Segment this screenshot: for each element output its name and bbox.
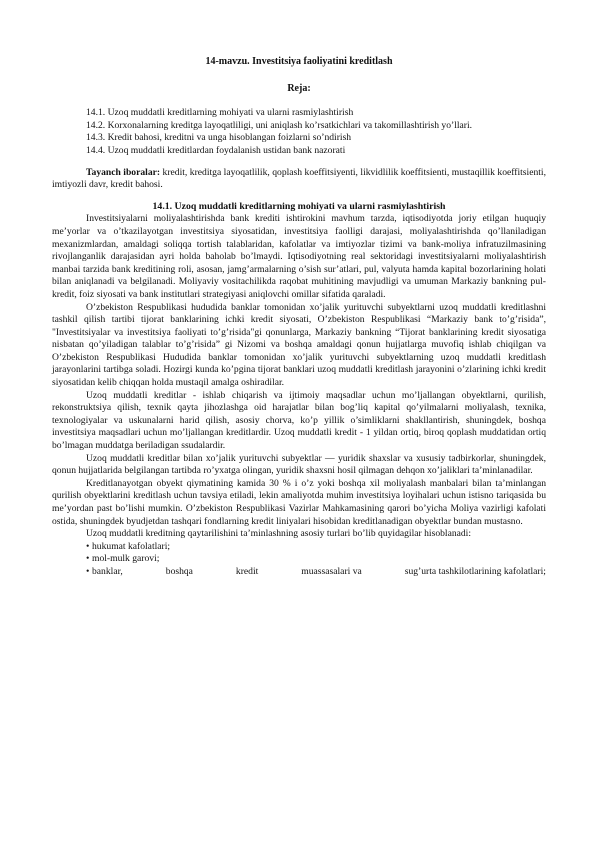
bullet-icon: • [86,540,90,552]
body-paragraph: Uzoq muddatli kreditlar - ishlab chiqarish va ijtimoiy maqsadlar uchun mo’ljallangan obyektlarni, qurilish, rekonstruktsiya qilish, texnik qayta jihozlashga oid harajatlar bilan bog’liq kapital qo’yilmalarni moliyalash, texnika, texnologiyalar va uskunalarni harid qilish, asosiy chorva, ko’p yillik o’simliklarni shakllantirish, shuningdek, boshqa investitsiya maqsadlari uchun mo’ljallangan kreditlardir. Uzoq muddatli kredit - 1 yildan ortiq, biroq qoplash muddatidan ortiq bo’lmagan muddatga beriladigan ssudalardir. [52,389,546,452]
list-item-word: • banklar, [86,565,123,577]
list-item-text: hukumat kafolatlari; [92,540,171,552]
list-item [52,566,546,579]
plan-item: 14.3. Kredit bahosi, kreditni va unga hisoblangan foizlarni so’ndirish [86,132,352,144]
key-terms-label: Tayanch iboralar: [86,166,161,178]
section-heading: 14.1. Uzoq muddatli kreditlarning mohiyati va ularni rasmiylashtirish [152,200,446,212]
key-terms [52,167,546,192]
plan-item: 14.2. Korxonalarning kreditga layoqatliligi, uni aniqlash ko’rsatkichlari va takomillashtirish yo’llari. [86,119,473,131]
body-paragraph: Uzoq muddatli kreditning qaytarilishini ta’minlashning asosiy turlari bo’lib quyidagilar hisoblanadi: [86,528,472,540]
plan-item: 14.4. Uzoq muddatli kreditlardan foydalanish ustidan bank nazorati [86,144,346,156]
bullet-icon: • [86,553,90,565]
body-paragraph: Kreditlanayotgan obyekt qiymatining kamida 30 % i o’z yoki boshqa xil moliyalash manbalari bilan ta’minlangan qurilish obyektlarini kreditlash uchun tavsiya etiladi, lekin amaliyotda muhim investitsiya loyihalari uchun istisno tariqasida bu me’yordan past bo’lishi mumkin. O’zbekiston Respublikasi Vazirlar Mahkamasining qarori bo’yicha Moliya vazirligi kafolati ostida, shuningdek byudjetdan tashqari fondlarning kredit liniyalari hisobidan kreditlanadigan obyektlar bundan mustasno. [52,477,546,527]
list-item-word: muassasalari va [301,565,362,577]
bullet-icon: • [86,565,90,577]
spacer [52,192,546,201]
spacer [52,158,546,167]
list-item [52,541,546,554]
plan-heading: Reja: [287,82,311,94]
body-paragraph: Investitsiyalarni moliyalashtirishda bank krediti ishtirokini mavhum tarzda, iqtisodiyotda joriy etilgan huquqiy me’yorlar va o’tkazilayotgan investitsiya siyosatidan, investitsiya faolligi darajasi, moliyalashtirishda qo’llaniladigan mexanizmlardan, amaldagi soliqqa tortish talablaridan, kafolatlar va imtiyozlar tizimi va bank-moliya infratuzilmasining rivojlanganlik darajasidan ayri holda baholab bo’lmaydi. Iqtisodiyotning real sektoridagi investitsiyalarni moliyalashtirish manbai tarzida bank kreditining roli, asosan, jamg’armalarning o’sish sur’atlari, pul, valyuta hamda kapital bozorlarining holati bilan aniqlanadi va belgilanadi. Moliyaviy vositachilikda raqobat muhitining mavjudligi va umuman Markaziy bankning pul-kredit, foiz siyosati va bank institutlari strategiyasi aniqlovchi omillar sifatida qaraladi. [52,213,546,300]
key-terms-text: kredit, kreditga layoqatlilik, qoplash koeffitsiyenti, likvidlilik koeffitsienti, mustaqillik koeffitsienti, imtiyozli davr, kredit bahosi. [52,166,546,191]
list-item [52,553,546,566]
document-title: 14-mavzu. Investitsiya faoliyatini kreditlash [205,56,393,67]
list-item-text: mol-mulk garovi; [92,553,160,565]
body-paragraph: Uzoq muddatli kreditlar bilan xo’jalik yurituvchi subyektlar — yuridik shaxslar va xususiy tadbirkorlar, shuningdek, qonun hujjatlarida belgilangan tartibda ro’yxatga olingan, yuridik shaxsni hosil qilmagan dehqon xo’jaliklari ta’minlanadilar. [52,452,546,477]
list-item-word: kredit [235,565,259,577]
body-paragraph: O’zbekiston Respublikasi hududida banklar tomonidan xo’jalik yurituvchi subyektlarni uzoq muddatli kreditlashni tashkil qilish tartibi tijorat banklarining ichki kredit siyosati, O’zbekiston Respublikasi “Markaziy bank to’g’risida”, "Investitsiyalar va investitsiya faoliyati to’g’risida"gi qonunlarga, Markaziy bankning “Tijorat banklarining kredit siyosatiga nisbatan qo’yiladigan talablar to’g’risida” gi Nizomi va boshqa amaldagi qonun hujjatlarga muvofiq ishlab chiqilgan va O’zbekiston Respublikasi Hududida banklar tomonidan xo’jalik yurituvchi subyektlarning uzoq muddatli kreditlash jarayonlarini tartibga soladi. Hozirgi kunda ko’pgina tijorat banklari uzoq muddatli kreditlash jarayonini o’zlarining ichki kredit siyosatidan kelib chiqqan holda mustaqil amalga oshiradilar. [52,301,546,389]
plan-item: 14.1. Uzoq muddatli kreditlarning mohiyati va ularni rasmiylashtirish [86,107,354,119]
list-item-word: sug’urta tashkilotlarining kafolatlari; [404,565,546,577]
list-item-word: boshqa [165,565,193,577]
